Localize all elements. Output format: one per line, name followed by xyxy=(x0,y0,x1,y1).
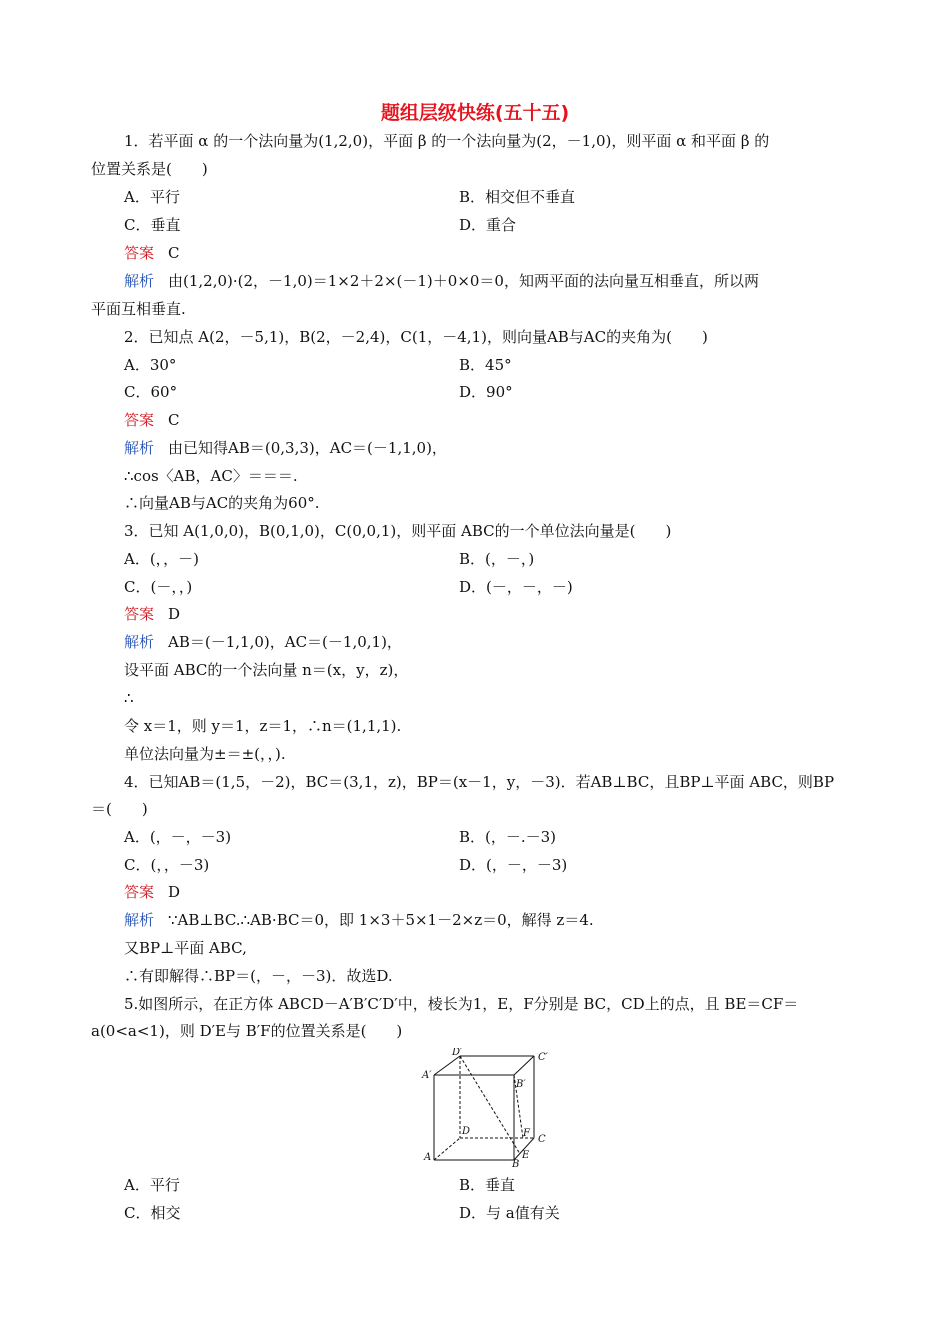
cube-figure xyxy=(418,1048,554,1170)
q2-option-c: C．60° xyxy=(124,383,178,401)
q5-option-c: C．相交 xyxy=(124,1204,181,1222)
analysis-label: 解析 xyxy=(124,272,155,290)
q2-analysis-line2: ∴cos〈AB，AC〉＝＝＝. xyxy=(124,467,298,485)
q3-analysis-line4: 令 x＝1，则 y＝1，z＝1，∴n＝(1,1,1). xyxy=(124,717,402,735)
label-c-prime: C′ xyxy=(538,1052,548,1063)
analysis-text: 由已知得AB＝(0,3,3)，AC＝(－1,1,0)， xyxy=(168,439,447,457)
q3-analysis-line2: 设平面 ABC的一个法向量 n＝(x，y，z)， xyxy=(124,661,409,679)
q3-answer xyxy=(124,604,180,624)
q3-analysis-line3: ∴ xyxy=(124,689,134,707)
page-title: 题组层级快练(五十五) xyxy=(380,102,570,124)
q4-analysis-line3: ∴有即解得∴BP＝(，－，－3)．故选D. xyxy=(124,967,393,985)
q1-answer xyxy=(124,243,180,263)
label-e: E xyxy=(522,1150,530,1161)
q5-option-d: D．与 a值有关 xyxy=(459,1204,560,1222)
analysis-text: ∵AB⊥BC.∴AB·BC＝0，即 1×3＋5×1－2×z＝0，解得 z＝4. xyxy=(168,911,594,929)
q2-stem-line1: 2．已知点 A(2，－5,1)，B(2，－2,4)，C(1，－4,1)，则向量AB与AC的夹角为( ) xyxy=(124,328,708,346)
answer-value: C xyxy=(168,411,180,429)
q1-option-d: D．重合 xyxy=(459,216,517,234)
q1-option-a: A．平行 xyxy=(124,188,180,206)
q1-stem-line1: 1．若平面 α 的一个法向量为(1,2,0)，平面 β 的一个法向量为(2，－1,0)，则平面 α 和平面 β 的 xyxy=(124,132,770,150)
q5-stem-line2: a(0<a<1)，则 D′E与 B′F的位置关系是( ) xyxy=(91,1022,403,1040)
q2-answer xyxy=(124,410,180,430)
answer-value: D xyxy=(168,883,181,901)
q2-analysis-line1 xyxy=(124,438,447,458)
analysis-text: 由(1,2,0)·(2，－1,0)＝1×2＋2×(－1)＋0×0＝0，知两平面的法向量互相垂直，所以两 xyxy=(168,272,759,290)
q3-analysis-line1 xyxy=(124,632,402,652)
q1-analysis-line1 xyxy=(124,271,759,291)
analysis-label: 解析 xyxy=(124,911,155,929)
q2-option-a: A．30° xyxy=(124,356,177,374)
q4-option-d: D．(，－，－3) xyxy=(459,856,568,874)
q5-stem-line1: 5.如图所示，在正方体 ABCD－A′B′C′D′中，棱长为1，E，F分别是 BC，CD上的点，且 BE＝CF＝ xyxy=(124,995,799,1013)
analysis-label: 解析 xyxy=(124,439,155,457)
answer-label: 答案 xyxy=(124,883,155,901)
answer-label: 答案 xyxy=(124,244,155,262)
q4-analysis-line1 xyxy=(124,910,594,930)
q1-option-b: B．相交但不垂直 xyxy=(459,188,576,206)
q4-option-c: C．(，，－3) xyxy=(124,856,210,874)
q4-analysis-line2: 又BP⊥平面 ABC, xyxy=(124,939,247,957)
q3-analysis-line5: 单位法向量为±＝±(，，). xyxy=(124,745,286,763)
q5-option-b: B．垂直 xyxy=(459,1176,516,1194)
q3-option-b: B．(，－，) xyxy=(459,550,535,568)
q4-option-b: B．(，－.－3) xyxy=(459,828,557,846)
q3-stem-line1: 3．已知 A(1,0,0)，B(0,1,0)，C(0,0,1)，则平面 ABC的一个单位法向量是( ) xyxy=(124,522,672,540)
label-d-prime: D′ xyxy=(452,1048,463,1058)
label-a-prime: A′ xyxy=(422,1070,432,1081)
q3-option-c: C．(－，，) xyxy=(124,578,193,596)
analysis-label: 解析 xyxy=(124,633,155,651)
q4-option-a: A．(，－，－3) xyxy=(124,828,232,846)
q1-option-c: C．垂直 xyxy=(124,216,181,234)
answer-label: 答案 xyxy=(124,411,155,429)
q4-answer xyxy=(124,882,180,902)
q5-option-a: A．平行 xyxy=(124,1176,180,1194)
label-f: F xyxy=(523,1128,530,1139)
label-b-prime: B′ xyxy=(516,1079,526,1090)
label-d: D xyxy=(462,1126,471,1137)
answer-value: D xyxy=(168,605,181,623)
label-a: A xyxy=(424,1152,432,1163)
q2-option-d: D．90° xyxy=(459,383,513,401)
q4-stem-line2: ＝( ) xyxy=(91,800,148,818)
label-b: B xyxy=(512,1159,520,1170)
q1-analysis-line2: 平面互相垂直. xyxy=(91,300,186,318)
q3-option-d: D．(－，－，－) xyxy=(459,578,573,596)
label-c: C xyxy=(538,1134,546,1145)
analysis-text: AB＝(－1,1,0)，AC＝(－1,0,1)， xyxy=(168,633,402,651)
q1-stem-line2: 位置关系是( ) xyxy=(91,160,208,178)
answer-label: 答案 xyxy=(124,605,155,623)
q2-option-b: B．45° xyxy=(459,356,512,374)
answer-value: C xyxy=(168,244,180,262)
q4-stem-line1: 4．已知AB＝(1,5，－2)，BC＝(3,1，z)，BP＝(x－1，y，－3)．若AB⊥BC，且BP⊥平面 ABC，则BP xyxy=(124,773,835,791)
q3-option-a: A．(，，－) xyxy=(124,550,200,568)
q2-analysis-line3: ∴向量AB与AC的夹角为60°. xyxy=(124,494,320,512)
